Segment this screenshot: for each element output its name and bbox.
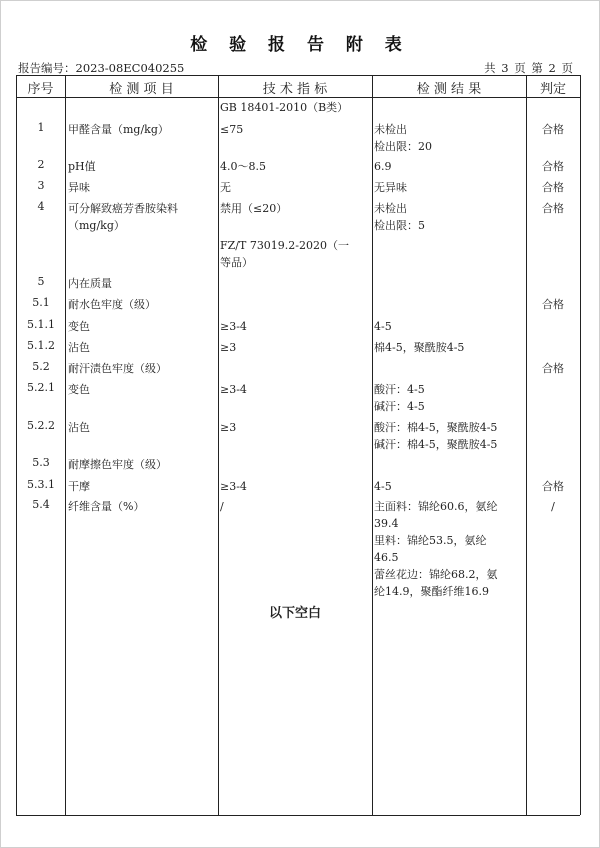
standard-label: FZ/T 73019.2-2020（一: [220, 239, 350, 252]
row-item: 异味: [68, 181, 90, 194]
row-verdict: 合格: [542, 202, 564, 215]
row-seq: 5: [37, 275, 45, 288]
row-result: 碱汗：4-5: [374, 400, 425, 413]
standard-label: GB 18401-2010（B类）: [220, 101, 349, 114]
row-seq: 5.2: [32, 360, 50, 373]
row-seq: 5.4: [32, 498, 50, 511]
row-spec: /: [220, 500, 224, 513]
row-result: 检出限：20: [374, 140, 432, 153]
row-item: pH值: [68, 160, 96, 173]
row-item: 可分解致癌芳香胺染料: [68, 202, 178, 215]
row-result: 蕾丝花边：锦纶68.2，氨: [374, 568, 498, 581]
row-item: 沾色: [68, 341, 90, 354]
row-seq: 5.1.1: [27, 318, 55, 331]
row-verdict: 合格: [542, 123, 564, 136]
row-result: 检出限：5: [374, 219, 425, 232]
row-seq: 4: [37, 200, 45, 213]
row-seq: 1: [37, 121, 45, 134]
row-verdict: 合格: [542, 298, 564, 311]
header-seq: 序号: [27, 82, 54, 97]
row-spec: ≥3-4: [220, 383, 247, 396]
row-item: 变色: [68, 320, 90, 333]
row-result: 无异味: [374, 181, 407, 194]
header-result: 检 测 结 果: [416, 82, 482, 97]
row-verdict: /: [551, 500, 555, 513]
row-seq: 5.2.1: [27, 381, 55, 394]
row-result: 46.5: [374, 551, 399, 564]
row-verdict: 合格: [542, 480, 564, 493]
row-item: 干摩: [68, 480, 90, 493]
row-spec: ≥3-4: [220, 480, 247, 493]
row-verdict: 合格: [542, 181, 564, 194]
col-border: [580, 75, 581, 815]
row-spec: ≤75: [220, 123, 244, 136]
document-title: 检 验 报 告 附 表: [190, 35, 410, 55]
row-item: 变色: [68, 383, 90, 396]
row-result: 主面料：锦纶60.6，氨纶: [374, 500, 498, 513]
row-item: 内在质量: [68, 277, 112, 290]
row-item: 纤维含量（%）: [68, 500, 145, 513]
row-result: 未检出: [374, 123, 407, 136]
row-result: 碱汗：棉4-5，聚酰胺4-5: [374, 438, 498, 451]
row-spec: 无: [220, 181, 231, 194]
col-border: [372, 75, 373, 815]
row-spec: 禁用（≤20）: [220, 202, 288, 215]
row-result: 棉4-5，聚酰胺4-5: [374, 341, 465, 354]
row-item: 耐汗渍色牢度（级）: [68, 362, 167, 375]
row-spec: ≥3: [220, 421, 237, 434]
row-result: 6.9: [374, 160, 392, 173]
row-spec: 4.0～8.5: [220, 160, 266, 173]
header-item: 检 测 项 目: [109, 82, 174, 97]
row-seq: 5.3.1: [27, 478, 55, 491]
row-result: 39.4: [374, 517, 399, 530]
row-result: 未检出: [374, 202, 407, 215]
row-seq: 2: [37, 158, 45, 171]
report-number: 报告编号：2023-08EC040255: [18, 61, 185, 75]
row-seq: 5.3: [32, 456, 50, 469]
header-spec: 技 术 指 标: [262, 82, 328, 97]
row-seq: 5.1: [32, 296, 50, 309]
blank-below-note: 以下空白: [268, 606, 321, 621]
standard-label: 等品）: [220, 256, 253, 269]
page-info: 共 3 页 第 2 页: [484, 61, 574, 75]
table-bottom-border: [16, 815, 580, 816]
row-item: 耐水色牢度（级）: [68, 298, 156, 311]
row-result: 4-5: [374, 480, 392, 493]
row-result: 酸汗：棉4-5，聚酰胺4-5: [374, 421, 498, 434]
row-result: 纶14.9，聚酯纤维16.9: [374, 585, 489, 598]
row-seq: 5.2.2: [27, 419, 55, 432]
row-result: 4-5: [374, 320, 392, 333]
col-border: [218, 75, 219, 815]
row-result: 里料：锦纶53.5，氨纶: [374, 534, 487, 547]
row-spec: ≥3-4: [220, 320, 247, 333]
row-item: 耐摩擦色牢度（级）: [68, 458, 167, 471]
row-result: 酸汗：4-5: [374, 383, 425, 396]
row-item: 沾色: [68, 421, 90, 434]
row-seq: 5.1.2: [27, 339, 55, 352]
row-verdict: 合格: [542, 160, 564, 173]
row-item: 甲醛含量（mg/kg）: [68, 123, 169, 136]
header-verdict: 判定: [539, 82, 566, 97]
row-spec: ≥3: [220, 341, 237, 354]
row-seq: 3: [37, 179, 45, 192]
row-verdict: 合格: [542, 362, 564, 375]
table-top-border: [16, 75, 580, 76]
header-divider: [16, 97, 580, 98]
row-item: （mg/kg）: [68, 219, 125, 232]
